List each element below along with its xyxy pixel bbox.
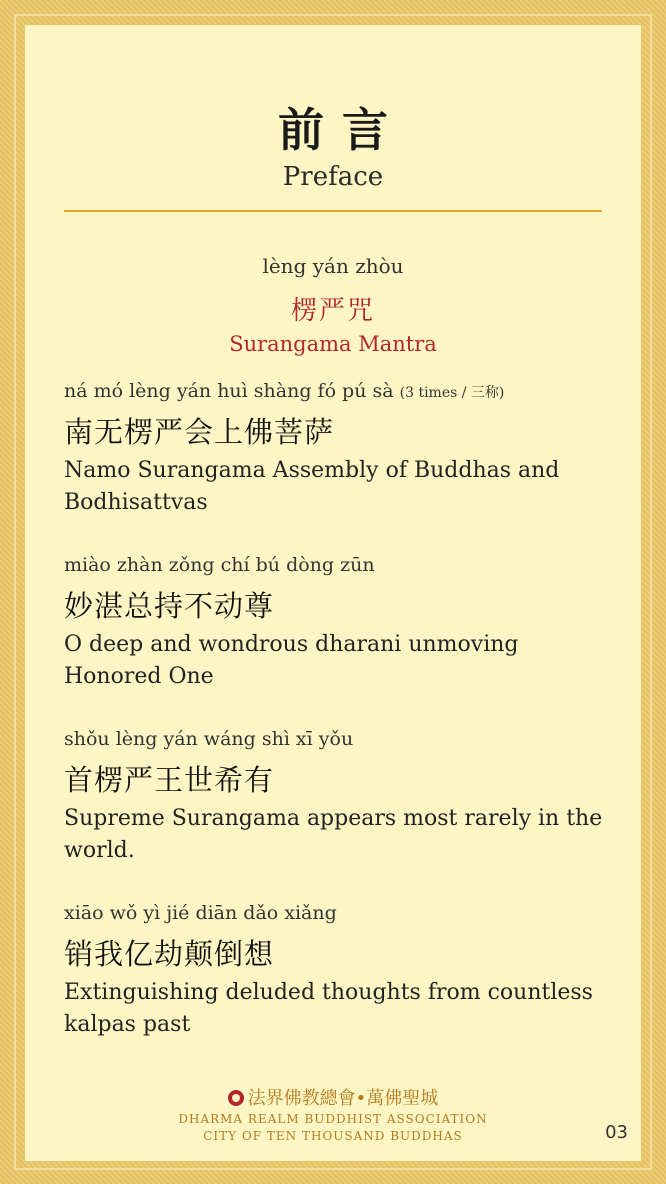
verse-1 <box>64 380 612 519</box>
verse-chinese: 南无楞严会上佛菩萨 <box>64 415 335 449</box>
verse-english: O deep and wondrous dharani unmoving Honored One <box>64 632 519 689</box>
page-paper <box>24 24 642 1162</box>
verse-english: Extinguishing deluded thoughts from countless kalpas past <box>64 980 593 1037</box>
footer-org-english-1: DHARMA REALM BUDDHIST ASSOCIATION <box>178 1112 488 1126</box>
verse-chinese: 销我亿劫颠倒想 <box>64 937 275 971</box>
verse-pinyin: shǒu lèng yán wáng shì xī yǒu <box>64 728 354 750</box>
mantra-pinyin: lèng yán zhòu <box>262 254 404 278</box>
page-title-chinese: 前言 <box>278 103 406 157</box>
verse-2 <box>64 554 612 693</box>
mantra-title-chinese: 楞严咒 <box>290 296 375 326</box>
page-title-english: Preface <box>282 162 384 192</box>
verse-pinyin-text: ná mó lèng yán huì shàng fó pú sà <box>64 380 394 402</box>
verse-repeat-note: (3 times / 三称) <box>399 385 505 401</box>
footer-org-chinese <box>0 1084 666 1110</box>
title-divider <box>64 210 602 212</box>
mantra-title-english: Surangama Mantra <box>229 332 437 356</box>
page-number: 03 <box>605 1122 628 1143</box>
verse-chinese: 妙湛总持不动尊 <box>64 589 275 623</box>
verse-pinyin: xiāo wǒ yì jié diān dǎo xiǎng <box>64 902 337 924</box>
verse-english: Supreme Surangama appears most rarely in the world. <box>64 806 603 863</box>
footer-org-english-2: CITY OF TEN THOUSAND BUDDHAS <box>203 1129 463 1143</box>
verse-chinese: 首楞严王世希有 <box>64 763 275 797</box>
verse-english: Namo Surangama Assembly of Buddhas and Bodhisattvas <box>64 458 560 515</box>
footer-org-chinese-text: 法界佛教總會•萬佛聖城 <box>247 1088 439 1109</box>
footer <box>0 1084 666 1144</box>
verse-pinyin: miào zhàn zǒng chí bú dòng zūn <box>64 554 375 576</box>
verse-4 <box>64 902 612 1041</box>
dharma-wheel-logo-icon <box>228 1090 244 1106</box>
verse-3 <box>64 728 612 867</box>
verse-pinyin <box>64 380 612 402</box>
